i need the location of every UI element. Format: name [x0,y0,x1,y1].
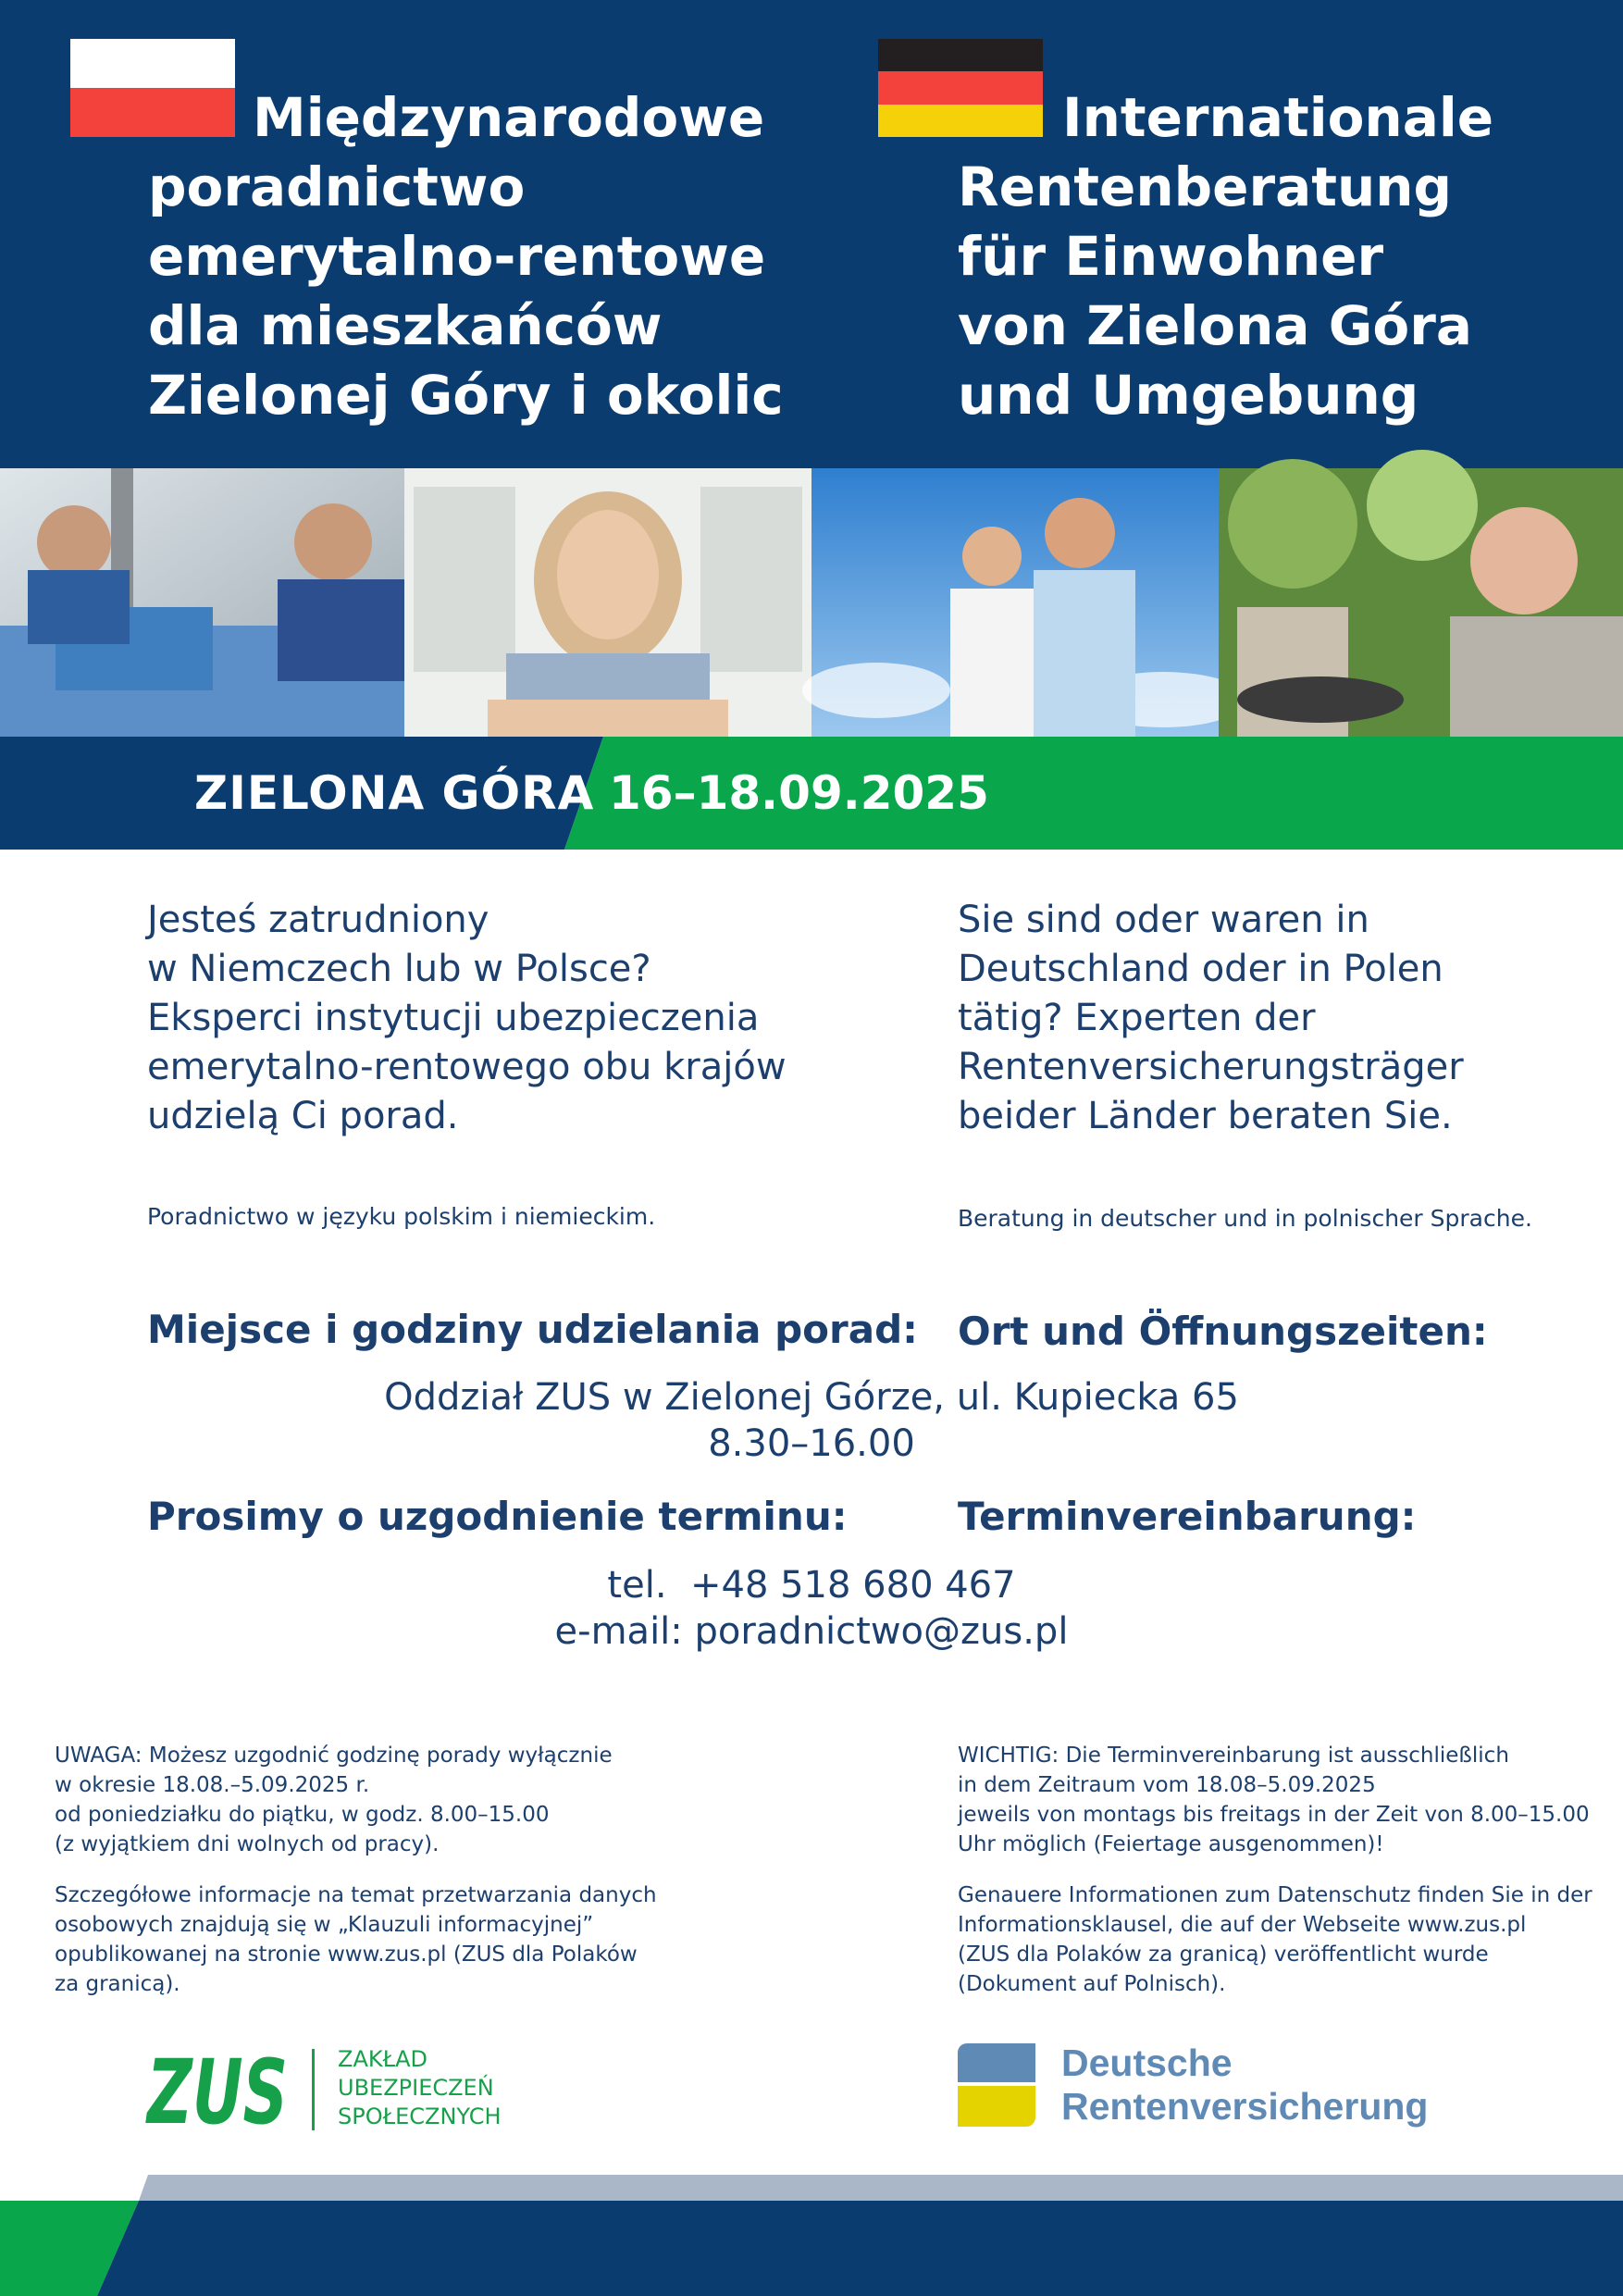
header-banner [0,0,1623,468]
drv-mark-icon [958,2043,1035,2127]
drv-wordmark: Deutsche Rentenversicherung [1061,2042,1429,2128]
footer-stripes [0,2175,1623,2296]
phone-number[interactable]: tel. +48 518 680 467 [607,1564,1016,1607]
polish-appointment-heading: Prosimy o uzgodnienie terminu: [147,1494,848,1539]
svg-text:ZUS: ZUS [144,2041,288,2144]
german-title: Internationale Rentenberatung für Einwohner von Zielona Góra und Umgebung [958,86,1494,427]
opening-hours: 8.30–16.00 [708,1422,915,1465]
address: Oddział ZUS w Zielonej Górze, ul. Kupiecka 65 [384,1376,1239,1419]
city-date-band [0,737,1623,850]
photo-senior [1219,468,1623,737]
photo-strip [0,468,1623,737]
polish-language-note: Poradnictwo w języku polskim i niemieckim. [147,1203,656,1230]
german-appointment-heading: Terminvereinbarung: [958,1494,1417,1539]
polish-warning-note: UWAGA: Możesz uzgodnić godzinę porady wyłącznie w okresie 18.08.–5.09.2025 r. od poniedziałku do piątku, w godz. 8.00–15.00 (z wyjątkiem dni wolnych od pracy). [55,1744,613,1856]
drv-logo[interactable] [958,2042,1429,2130]
zus-wordmark: ZAKŁAD UBEZPIECZEŃ SPOŁECZNYCH [338,2046,502,2129]
zus-divider [312,2049,315,2130]
german-location-heading: Ort und Öffnungszeiten: [958,1309,1488,1354]
polish-location-heading: Miejsce i godziny udzielania porad: [147,1307,918,1352]
polish-intro: Jesteś zatrudniony w Niemczech lub w Polsce? Eksperci instytucji ubezpieczenia emerytalno-rentowego obu krajów udzielą Ci porad. [147,899,787,1137]
photo-couple [812,468,1219,737]
zus-logo[interactable] [144,2041,502,2144]
polish-privacy-note: Szczegółowe informacje na temat przetwarzania danych osobowych znajdują się w „Klauzuli informacyjnej” opublikowanej na stronie www.zus.pl (ZUS dla Polaków za granicą). [55,1883,657,1996]
german-privacy-note: Genauere Informationen zum Datenschutz finden Sie in der Informationsklausel, die auf der Webseite www.zus.pl (ZUS dla Polaków za granicą) veröffentlicht wurde (Dokument auf Polnisch). [958,1883,1592,1996]
event-dates: 16–18.09.2025 [609,766,989,820]
photo-workshop [0,468,404,737]
german-intro: Sie sind oder waren in Deutschland oder in Polen tätig? Experten der Rentenversicherungsträger beider Länder beraten Sie. [958,899,1464,1137]
email-address[interactable]: e-mail: poradnictwo@zus.pl [554,1610,1069,1653]
german-language-note: Beratung in deutscher und in polnischer Sprache. [958,1205,1532,1232]
polish-title: Międzynarodowe poradnictwo emerytalno-rentowe dla mieszkańców Zielonej Góry i okolic [148,86,784,427]
zus-mark-icon [144,2041,291,2144]
city-name: ZIELONA GÓRA [194,766,595,820]
german-warning-note: WICHTIG: Die Terminvereinbarung ist ausschließlich in dem Zeitraum vom 18.08–5.09.2025 jeweils von montags bis freitags in der Zeit von 8.00–15.00 Uhr möglich (Feiertage ausgenommen)! [958,1744,1590,1856]
photo-woman [404,468,812,737]
